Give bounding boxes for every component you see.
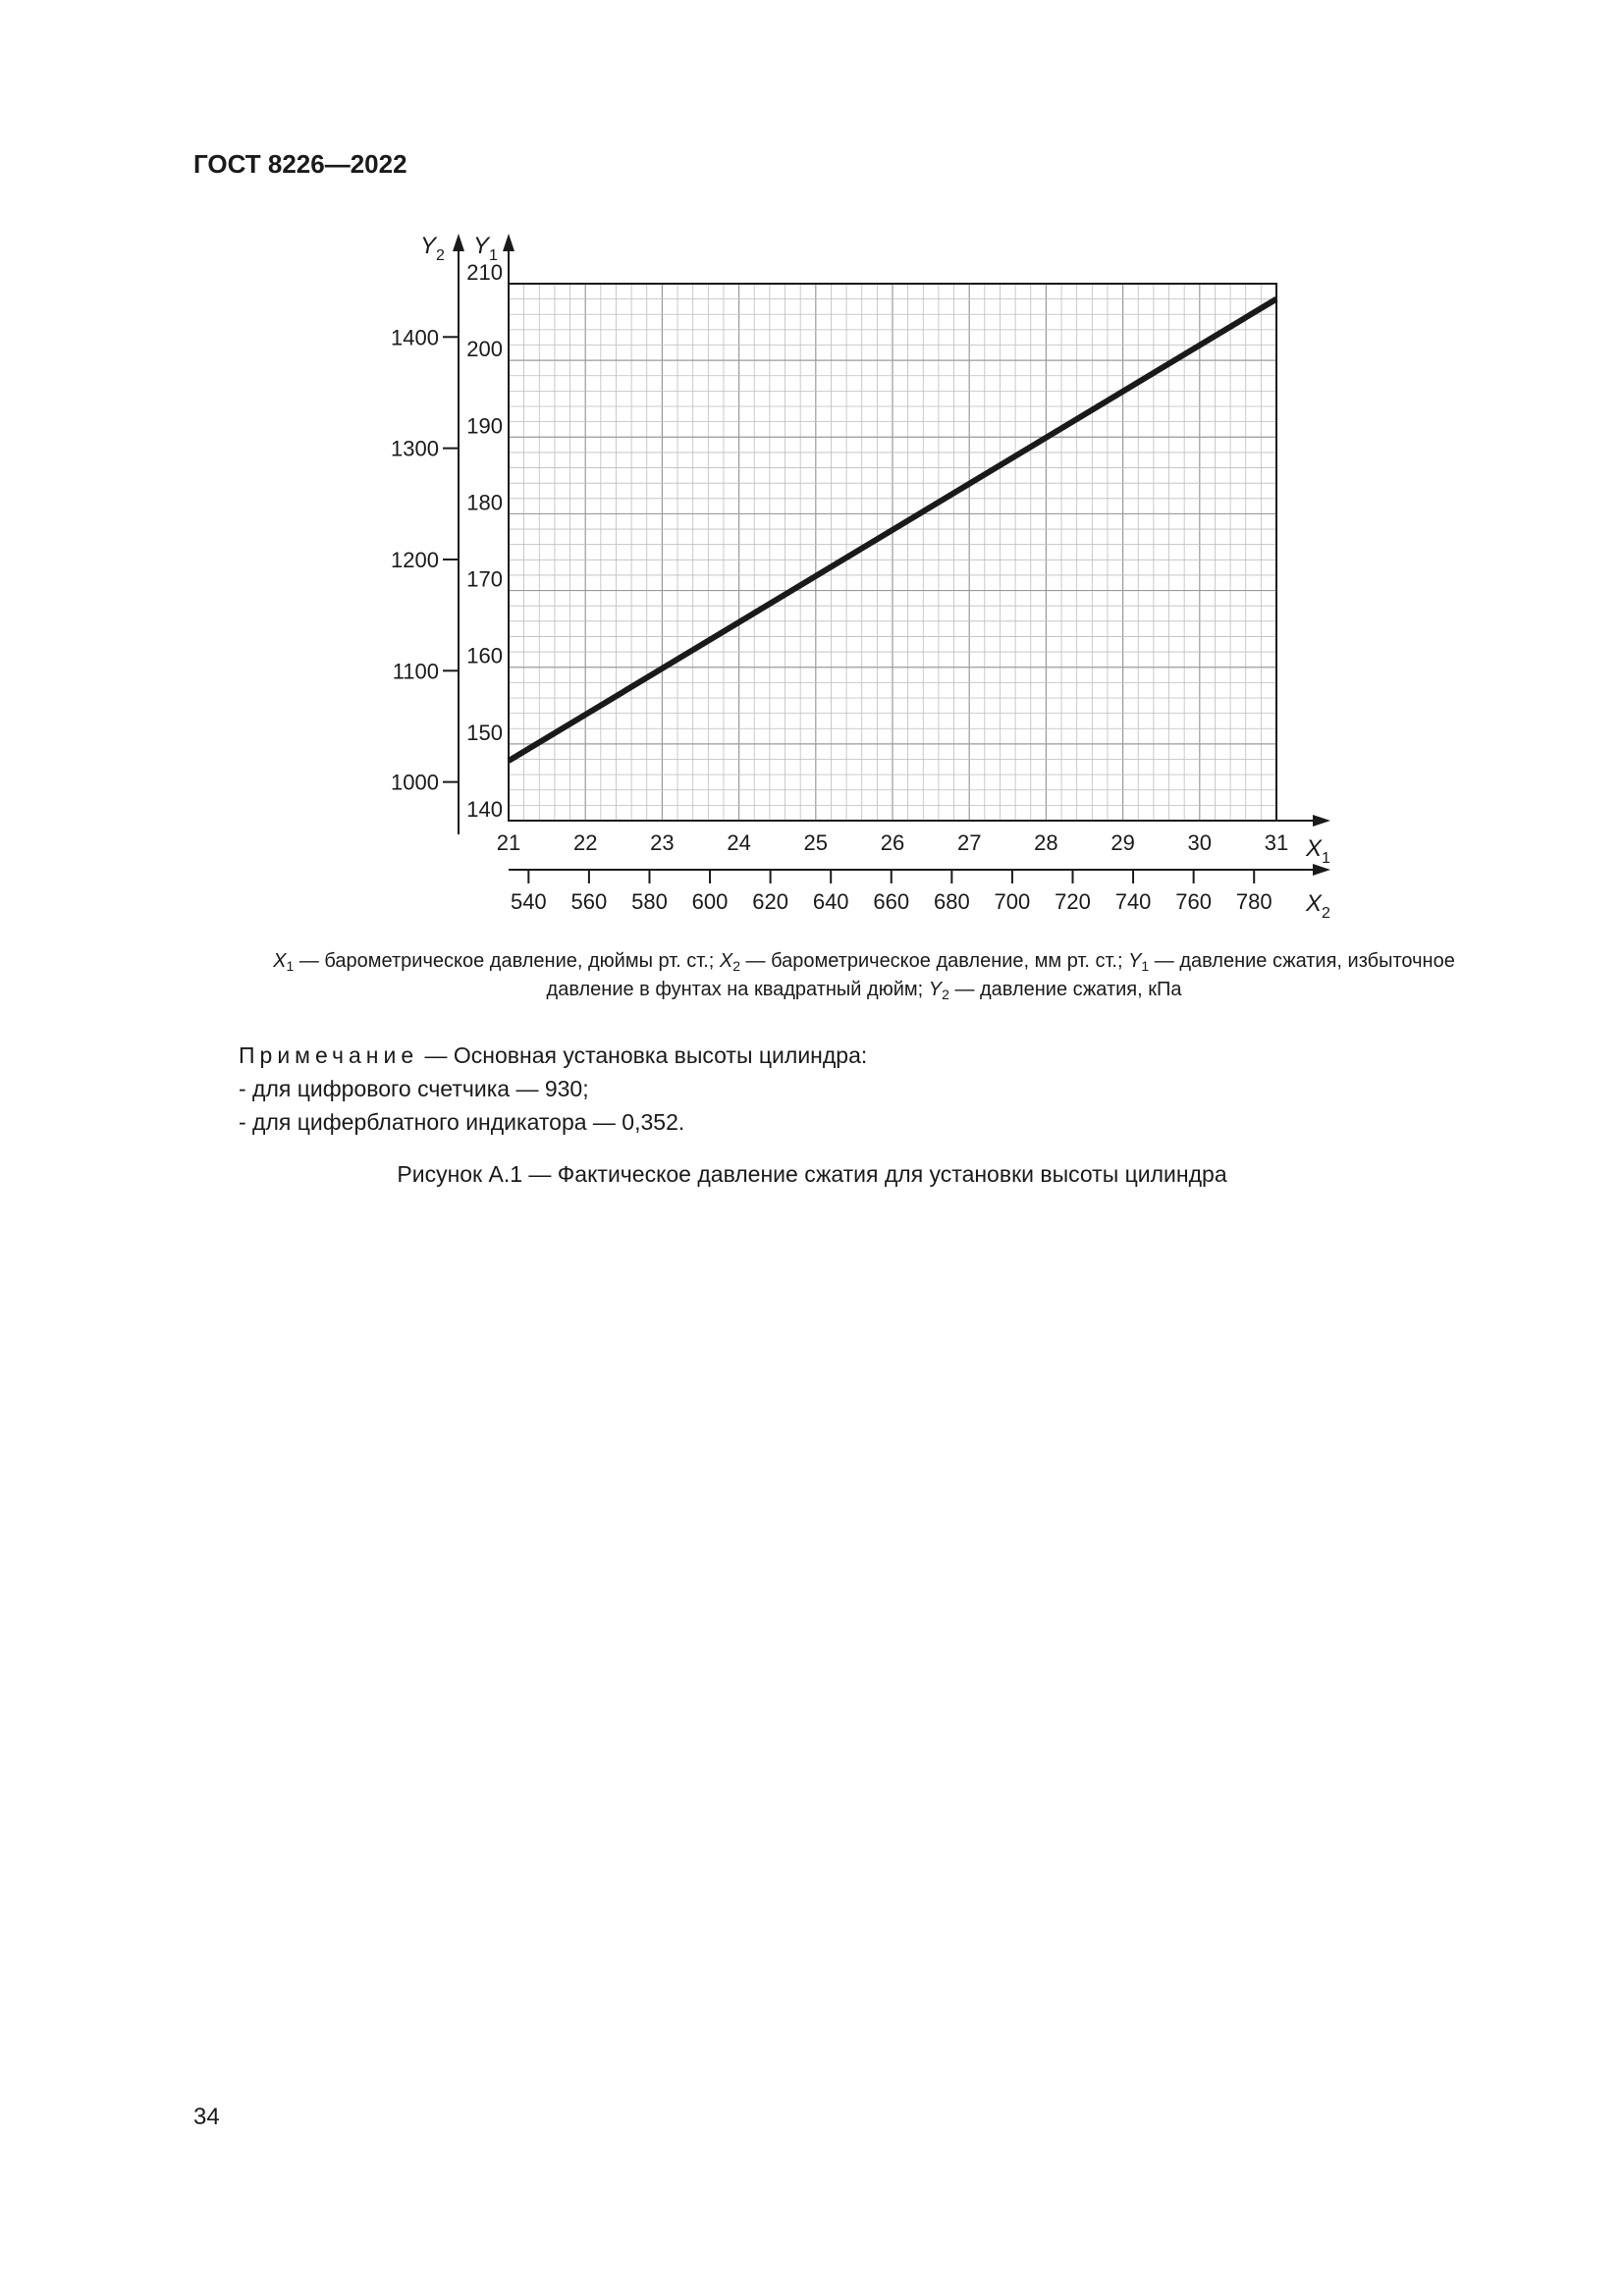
y1-tick-label: 160 [466, 643, 503, 668]
page-number: 34 [193, 2104, 220, 2130]
x1-tick-label: 24 [727, 830, 751, 855]
note-item-dial: - для циферблатного индикатора — 0,352. [239, 1109, 685, 1135]
y2-axis-name [420, 233, 445, 264]
y1-tick-label: 210 [466, 260, 503, 285]
x2-tick-label: 780 [1235, 889, 1272, 914]
note-item-digital: - для цифрового счетчика — 930; [239, 1076, 589, 1101]
x1-tick-label: 27 [956, 830, 982, 855]
x2-tick-label: 540 [510, 889, 547, 914]
x1-axis-name-symbol: X [1306, 835, 1323, 862]
legend-x2-sub: 2 [732, 958, 740, 974]
x2-tick-label: 620 [752, 889, 788, 914]
y2-axis-arrow [453, 234, 464, 251]
legend-y1-sub: 1 [1141, 958, 1150, 974]
x2-tick-label: 600 [691, 889, 729, 914]
legend-x1-desc: — барометрическое давление, дюймы рт. ст.; [294, 950, 720, 972]
figure-note [239, 1039, 867, 1139]
x1-tick-label: 31 [1264, 830, 1289, 855]
y2-tick-label: 1300 [391, 436, 439, 461]
x1-tick-label: 25 [803, 830, 829, 855]
chart-labels [391, 233, 1330, 922]
x1-tick-label: 30 [1187, 830, 1213, 855]
x1-axis-name [1305, 835, 1330, 867]
y1-axis-name-subscript: 1 [489, 247, 498, 264]
y2-axis-name-symbol: Y [420, 233, 437, 259]
x2-tick-label: 580 [631, 889, 668, 914]
x1-tick-label: 23 [650, 830, 675, 855]
pressure-chart [0, 0, 1624, 942]
document-header: ГОСТ 8226—2022 [193, 149, 407, 179]
figure-legend [177, 949, 1551, 1006]
legend-x1-symbol: X [273, 950, 287, 972]
x1-tick-label: 21 [496, 830, 521, 855]
legend-line2-start: давление в фунтах на квадратный дюйм; [546, 979, 929, 1000]
x2-axis-name-symbol: X [1306, 890, 1323, 917]
x2-tick-label: 680 [933, 889, 970, 914]
y1-axis-arrow [503, 234, 514, 251]
legend-x2-symbol: X [719, 950, 733, 972]
y1-tick-label: 180 [466, 490, 503, 515]
y2-tick-label: 1000 [391, 770, 439, 795]
legend-y2-desc: — давление сжатия, кПа [948, 979, 1182, 1000]
figure-title: Рисунок А.1 — Фактическое давление сжатия для установки высоты цилиндра [397, 1161, 1227, 1187]
y2-tick-label: 1200 [391, 547, 439, 572]
chart-axes [443, 234, 1330, 883]
legend-x2-desc: — барометрическое давление, мм рт. ст.; [740, 950, 1129, 972]
x1-axis-arrow [1313, 815, 1330, 827]
x2-tick-label: 740 [1114, 889, 1152, 914]
legend-y1-desc: — давление сжатия, избыточное [1149, 950, 1455, 972]
y1-tick-label: 190 [466, 413, 503, 439]
y2-tick-label: 1400 [391, 325, 439, 350]
y1-tick-label: 140 [466, 797, 503, 822]
note-label: Примечание [239, 1042, 419, 1068]
legend-x1-sub: 1 [286, 958, 295, 974]
x2-axis-name [1305, 890, 1330, 922]
x2-axis-name-subscript: 2 [1322, 905, 1330, 922]
note-text: — Основная установка высоты цилиндра: [418, 1042, 868, 1068]
x1-tick-label: 28 [1034, 830, 1058, 855]
x2-tick-label: 720 [1055, 889, 1091, 914]
y1-tick-label: 200 [466, 337, 503, 362]
y2-axis-name-subscript: 2 [436, 247, 445, 264]
x1-tick-label: 22 [572, 830, 598, 855]
x2-tick-label: 560 [570, 889, 608, 914]
y1-tick-label: 150 [466, 720, 503, 745]
x1-tick-label: 26 [880, 830, 905, 855]
legend-y2-symbol: Y [928, 979, 943, 1000]
y1-axis-name-symbol: Y [473, 233, 490, 259]
x1-tick-label: 29 [1110, 830, 1135, 855]
x2-tick-label: 760 [1175, 889, 1213, 914]
y1-tick-label: 170 [466, 566, 503, 592]
x2-tick-label: 660 [873, 889, 910, 914]
x2-tick-label: 640 [812, 889, 849, 914]
x1-axis-name-subscript: 1 [1322, 850, 1330, 867]
chart-grid [509, 284, 1276, 821]
legend-y1-symbol: Y [1128, 950, 1142, 972]
x2-tick-label: 700 [994, 889, 1031, 914]
legend-y2-sub: 2 [942, 987, 949, 1002]
y2-tick-label: 1100 [392, 659, 439, 684]
